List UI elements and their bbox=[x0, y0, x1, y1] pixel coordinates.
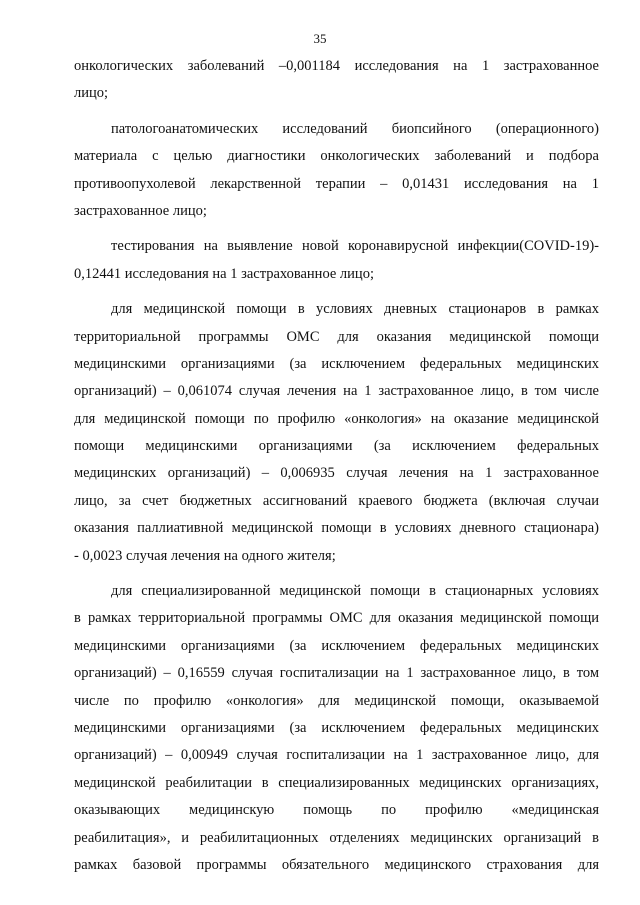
text-line: застрахованное лицо; bbox=[74, 202, 207, 219]
text-line: в рамках территориальной программы ОМС для оказания медицинской помощи bbox=[74, 610, 599, 627]
text-line: для медицинской помощи по профилю «онкология» на оказание медицинской bbox=[74, 410, 599, 427]
text-line: тестирования на выявление новой коронавирусной инфекции(COVID-19)- bbox=[111, 238, 599, 255]
text-line: медицинских организаций) – 0,006935 случая лечения на 1 застрахованное bbox=[74, 465, 599, 482]
text-line: лицо; bbox=[74, 85, 109, 102]
text-line: патологоанатомических исследований биопсийного (операционного) bbox=[111, 120, 599, 137]
text-line: организаций) – 0,16559 случая госпитализации на 1 застрахованное лицо, в том bbox=[74, 665, 599, 682]
text-line: онкологических заболеваний –0,001184 исследования на 1 застрахованное bbox=[74, 58, 599, 74]
text-line: числе по профилю «онкология» для медицинской помощи, оказываемой bbox=[74, 692, 599, 709]
page-number: 35 bbox=[313, 31, 327, 46]
text-line: медицинской реабилитации в специализированных медицинских организациях, bbox=[74, 774, 599, 791]
text-line: оказания паллиативной медицинской помощи в условиях дневного стационара) bbox=[74, 520, 599, 537]
text-line: территориальной программы ОМС для оказания медицинской помощи bbox=[74, 328, 599, 345]
document-body bbox=[74, 53, 599, 887]
paragraph-1 bbox=[74, 53, 599, 108]
text-line: реабилитация», и реабилитационных отделениях медицинских организаций в bbox=[74, 829, 599, 846]
text-line: организаций) – 0,061074 случая лечения на 1 застрахованное лицо, в том числе bbox=[74, 383, 599, 400]
paragraph-4 bbox=[74, 296, 599, 570]
text-line: противоопухолевой лекарственной терапии – 0,01431 исследования на 1 bbox=[74, 175, 599, 192]
text-line: для медицинской помощи в условиях дневных стационаров в рамках bbox=[111, 301, 599, 318]
text-line: - 0,0023 случая лечения на одного жителя; bbox=[74, 547, 336, 564]
text-line: медицинскими организациями (за исключением федеральных медицинских bbox=[74, 355, 599, 372]
text-line: оказывающих медицинскую помощь по профилю «медицинская bbox=[74, 802, 599, 819]
text-line: помощи медицинскими организациями (за исключением федеральных bbox=[74, 438, 599, 455]
text-line: медицинскими организациями (за исключением федеральных медицинских bbox=[74, 719, 599, 736]
paragraph-5 bbox=[74, 578, 599, 879]
text-line: организаций) – 0,00949 случая госпитализации на 1 застрахованное лицо, для bbox=[74, 747, 599, 764]
paragraph-3 bbox=[74, 233, 599, 288]
text-line: для специализированной медицинской помощи в стационарных условиях bbox=[111, 583, 599, 600]
text-line: медицинскими организациями (за исключением федеральных медицинских bbox=[74, 637, 599, 654]
paragraph-2 bbox=[74, 116, 599, 226]
text-line: рамках базовой программы обязательного медицинского страхования для bbox=[74, 856, 599, 873]
text-line: лицо, за счет бюджетных ассигнований краевого бюджета (включая случаи bbox=[74, 492, 599, 509]
text-line: материала с целью диагностики онкологических заболеваний и подбора bbox=[74, 148, 599, 165]
text-line: 0,12441 исследования на 1 застрахованное лицо; bbox=[74, 265, 374, 282]
